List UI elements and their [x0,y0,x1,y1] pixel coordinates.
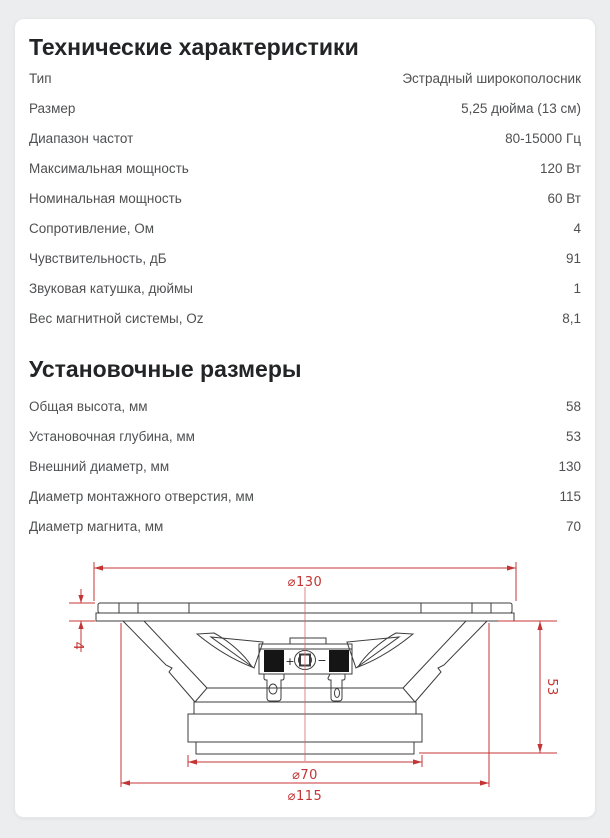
terminal-pad-left [264,650,284,672]
spec-label: Внешний диаметр, мм [29,458,170,474]
dim-label-mounting-hole-diameter: ⌀115 [287,789,323,804]
spec-label: Максимальная мощность [29,160,189,176]
spec-value: Эстрадный широкополосник [402,70,581,86]
table-row [29,391,581,421]
specs-table [29,63,581,333]
spec-value: 80-15000 Гц [505,130,581,146]
dimension-drawing [15,553,596,818]
specs-card [14,18,596,818]
table-row [29,63,581,93]
vent-window-right [347,637,399,668]
spec-label: Номинальная мощность [29,190,182,206]
dim-label-flange-height: 4 [70,641,85,651]
spec-label: Размер [29,100,76,116]
spec-label: Диаметр магнита, мм [29,518,164,534]
table-row [29,183,581,213]
table-row [29,243,581,273]
spec-label: Диаметр монтажного отверстия, мм [29,488,254,504]
spec-label: Тип [29,70,52,86]
d4-extension-lines [69,603,95,621]
mounting-table [29,391,581,541]
lug-hole-left [269,684,277,694]
table-row [29,153,581,183]
d53-extension-lines [419,621,557,753]
lug-slot-right [335,689,340,698]
spec-label: Диапазон частот [29,130,134,146]
section-title-specs: Технические характеристики [29,34,359,60]
dim-label-magnet-diameter: ⌀70 [292,768,318,783]
basket-left-wall [123,621,195,702]
basket-right-wall [415,621,487,702]
spec-value: 53 [565,428,581,444]
spec-value: 8,1 [562,310,581,326]
spec-value: 4 [573,220,581,236]
dim-label-outer-diameter: ⌀130 [287,575,323,590]
spec-value: 70 [565,518,581,534]
spec-label: Вес магнитной системы, Oz [29,310,204,326]
spec-label: Звуковая катушка, дюймы [29,280,194,296]
table-row [29,451,581,481]
spec-label: Чувствительность, дБ [29,250,167,266]
coil-former-tab [290,638,326,644]
table-row [29,421,581,451]
spec-value: 120 Вт [539,160,581,176]
table-row [29,93,581,123]
minus-sign: − [317,654,327,667]
spec-label: Общая высота, мм [29,398,148,414]
spec-value: 115 [559,488,581,504]
table-row [29,481,581,511]
spec-value: 91 [565,250,581,266]
spec-value: 60 Вт [547,190,581,206]
table-row [29,213,581,243]
table-row [29,303,581,333]
speaker-side-view-drawing [15,553,596,818]
table-row [29,511,581,541]
spec-value: 5,25 дюйма (13 см) [461,100,581,116]
spec-label: Сопротивление, Ом [29,220,155,236]
vent-window-left [211,637,263,668]
spec-value: 1 [573,280,581,296]
spec-value: 130 [558,458,581,474]
table-row [29,123,581,153]
table-row [29,273,581,303]
spec-value: 58 [565,398,581,414]
plus-sign: + [285,655,295,668]
section-title-mounting: Установочные размеры [29,356,302,382]
dim-label-mounting-depth: 53 [544,678,559,696]
spec-label: Установочная глубина, мм [29,428,195,444]
terminal-pad-right [329,650,349,672]
